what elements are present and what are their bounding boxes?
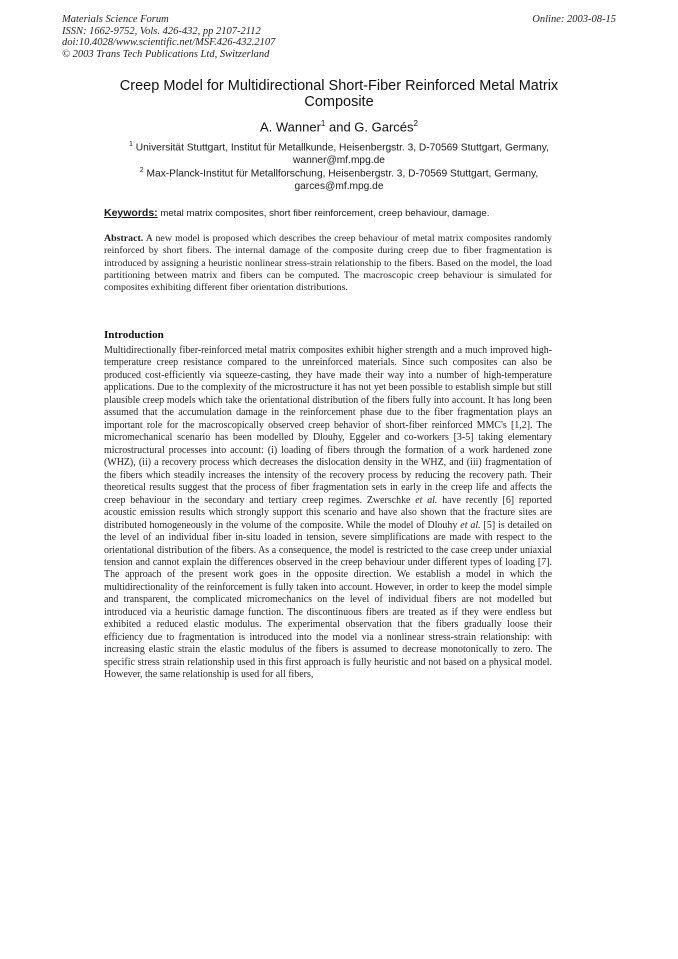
affiliation-2	[110, 165, 568, 193]
affiliation-1	[110, 139, 568, 167]
keywords-text: metal matrix composites, short fiber reinforcement, creep behaviour, damage.	[157, 208, 490, 219]
introduction-heading: Introduction	[104, 329, 164, 341]
introduction-body	[104, 345, 552, 682]
issn-line: ISSN: 1662-9752, Vols. 426-432, pp 2107-2112	[62, 25, 261, 37]
copyright-line: © 2003 Trans Tech Publications Ltd, Switzerland	[62, 48, 270, 60]
author-garces: G. Garcés	[354, 119, 414, 135]
abstract-label: Abstract.	[104, 233, 144, 244]
intro-et-al-1: et al.	[415, 494, 438, 506]
author-wanner-affil-mark: 1	[320, 119, 326, 128]
author-wanner: A. Wanner	[259, 119, 321, 135]
journal-header	[62, 14, 616, 60]
online-date: Online: 2003-08-15	[532, 14, 616, 25]
abstract-text: A new model is proposed which describes the creep behaviour of metal matrix composites randomly reinforced by short fibers. The internal damage of the composite during creep due to fiber fragmentation is introduced by assigning a heuristic nonlinear stress-strain relationship to the fibers. Based on the model, the load partitioning between matrix and fibers can be computed. The macroscopic creep behaviour is simulated for composites exhibiting different fiber orientation distributions.	[104, 233, 552, 294]
keywords	[104, 207, 616, 219]
doi-line[interactable]: doi:10.4028/www.scientific.net/MSF.426-432.2107	[62, 37, 276, 48]
intro-et-al-2: et al.	[460, 519, 481, 531]
affiliation-2-text: Max-Planck-Institut für Metallforschung, Heisenbergstr. 3, D-70569 Stuttgart, Germany, garces@mf.mpg.de	[146, 168, 539, 192]
keywords-label: Keywords:	[104, 207, 158, 219]
author-line	[0, 119, 678, 134]
journal-name: Materials Science Forum	[62, 14, 169, 25]
paper-title: Creep Model for Multidirectional Short-Fiber Reinforced Metal Matrix Composite	[119, 78, 559, 110]
author-conjunction: and	[325, 119, 355, 135]
intro-text-part-2: have recently [6] reported acoustic emission results which strongly support this scenario and have also shown that the fracture sites are distributed homogeneously in the volume of the composite. While the model of Dlouhy	[104, 494, 552, 531]
intro-text-part-3: [5] is detailed on the level of an individual fiber in-situ loaded in tension, severe simplifications are made with respect to the orientational distribution of the fibers. As a consequence, the model is restricted to the case creep under uniaxial tension and cannot explain the differences observed in the creep behaviour under different types of loading [7]. The approach of the present work goes in the opposite direction. We establish a model in which the multidirectionality of the reinforcement is fully taken into account. However, in order to keep the model simple and transparent, the complicated micromechanics on the level of individual fibers are not modelled but introduced via a heuristic damage function. The discontinuous fibers are treated as if they were endless but exhibited a reduced elastic modulus. The experimental observation that the fibers gradually loose their efficiency due to fragmentation is introduced into the model via a nonlinear stress-strain relationship: with increasing elastic strain the elastic modulus of the fibers is assumed to decrease monotonically to zero. The specific stress strain relationship used in this first approach is fully heuristic and not based on a physical model. However, the same relationship is used for all fibers,	[104, 519, 552, 681]
affiliation-1-text: Universität Stuttgart, Institut für Metallkunde, Heisenbergstr. 3, D-70569 Stuttgart, Germany, wanner@mf.mpg.de	[135, 142, 549, 166]
intro-text-part-1: Multidirectionally fiber-reinforced metal matrix composites exhibit higher strength and a much improved high-temperature creep resistance compared to the unreinforced materials. Since such composites can also be produced cost-efficiently via squeeze-casting, they have made their way into a number of high-temperature applications. Due to the complexity of the microstructure it has not yet been possible to establish simple but still plausible creep models which take the orientational distribution of the fibers fully into account. It has long been assumed that the accumulation damage in the reinforcement phase due to the fiber fragmentation plays an important role for the macroscopically observed creep behavior of short-fiber reinforced MMC's [1,2]. The micromechanical scenario has been modelled by Dlouhy, Eggeler and co-workers [3-5] taking elementary microstructural processes into account: (i) loading of fibers through the formation of a work hardened zone (WHZ), (ii) a recovery process which decreases the dislocation density in the WHZ, and (iii) fragmentation of the fibers which steadily increases the intensity of the recovery process by reducing the recovery path. Their theoretical results suggest that the process of fiber fragmentation sets in early in the creep life and affects the creep behaviour in the secondary and tertiary creep regimes. Zwerschke	[104, 345, 552, 506]
author-garces-affil-mark: 2	[413, 119, 418, 128]
abstract	[104, 233, 552, 295]
affiliation-2-mark: 2	[139, 167, 144, 174]
affiliation-1-mark: 1	[129, 141, 133, 148]
